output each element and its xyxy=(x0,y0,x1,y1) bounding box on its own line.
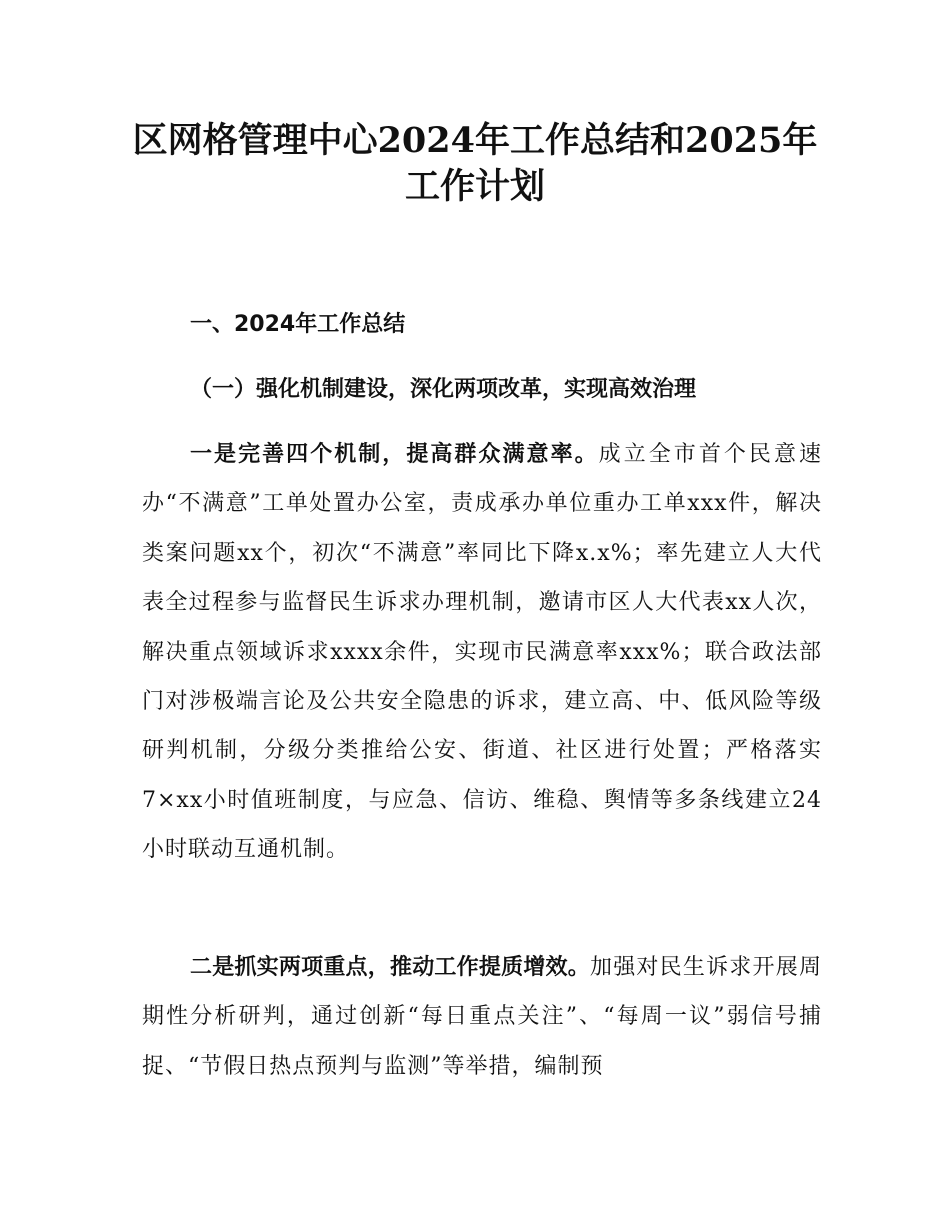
paragraph-1-body: 成立全市首个民意速办“不满意”工单处置办公室，责成承办单位重办工单xxx件，解决类案问题xx个，初次“不满意”率同比下降x.x%；率先建立人大代表全过程参与监督民生诉求办理机制，邀请市区人大代表xx人次，解决重点领域诉求xxxx余件，实现市民满意率xxx%；联合政法部门对涉极端言论及公共安全隐患的诉求，建立高、中、低风险等级研判机制，分级分类推给公安、街道、社区进行处置；严格落实7×xx小时值班制度，与应急、信访、维稳、舆情等多条线建立24小时联动互通机制。 xyxy=(142,442,822,863)
document-title-line-1: 区网格管理中心2024年工作总结和2025年 xyxy=(132,120,818,161)
subsection-heading: （一）强化机制建设，深化两项改革，实现高效治理 xyxy=(190,377,697,402)
document-title-line-2: 工作计划 xyxy=(404,166,545,207)
paragraph-1-lead: 一是完善四个机制，提高群众满意率。 xyxy=(190,442,599,467)
paragraph-2-body: 加强对民生诉求开展周期性分析研判，通过创新“每日重点关注”、“每周一议”弱信号捕捉、“节假日热点预判与监测”等举措，编制预 xyxy=(142,955,822,1079)
paragraph-2-lead: 二是抓实两项重点，推动工作提质增效。 xyxy=(190,955,590,980)
section-heading: 一、2024年工作总结 xyxy=(190,312,406,337)
paragraph-2 xyxy=(142,943,822,1091)
paragraph-1 xyxy=(142,430,822,875)
